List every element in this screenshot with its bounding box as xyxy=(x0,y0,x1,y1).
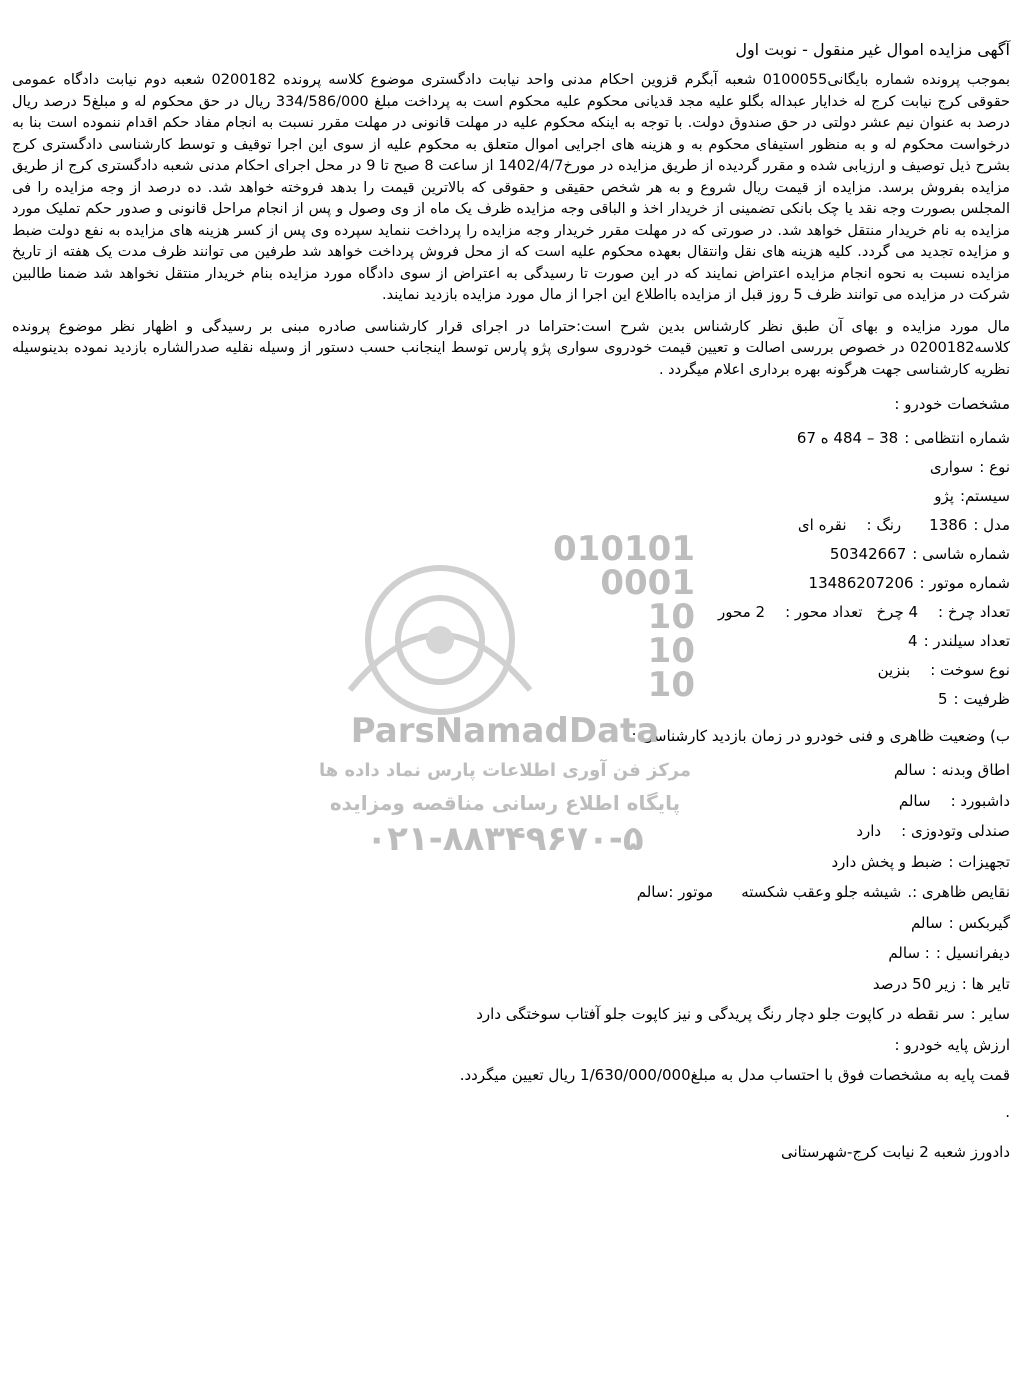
condition-list xyxy=(12,755,1010,1091)
spec-label: شماره شاسی : xyxy=(912,544,1010,563)
spec-value: 38 – 484 ه 67 xyxy=(796,428,899,447)
cond-value: ضبط و پخش دارد xyxy=(831,852,943,871)
cond-label: سایر : xyxy=(970,1005,1010,1024)
cond-label: صندلی وتودوزی : xyxy=(901,822,1010,841)
cond-defects xyxy=(12,877,1010,908)
spec-label: شماره انتظامی : xyxy=(904,428,1010,447)
cond-value: زیر 50 درصد xyxy=(872,974,956,993)
cond-value: سالم xyxy=(910,913,943,932)
spec-label: نوع : xyxy=(979,457,1010,476)
spec-value: 1386 xyxy=(929,515,968,534)
spec-value: بنزین xyxy=(877,660,911,679)
notice-body-paragraph: بموجب پرونده شماره بایگانی0100055 شعبه آبگرم قزوین احکام مدنی واحد نیابت دادگستری موضوع کلاسه پرونده 0200182 شعبه دوم نیابت دادگاه عمومی حقوقی کرج نیابت کرج له خدایار عبداله بگلو علیه مجد قدیانی محکوم علیه محکوم است به پرداخت مبلغ 334/586/000 ریال در حق محکوم له و مبلغ5 درصد ریال درصد به عنوان نیم عشر دولتی در حق صندوق دولت. با توجه به اینکه محکوم علیه در مهلت قانونی در مهلت مقرر نسبت به انجام مفاد حکم اقدام ننموده است بنا به درخواست محکوم له و به منظور استیفای محکوم به و هزینه های اجرایی اموال متعلق به محکوم علیه از سوی این اجرا توقیف و توسط کارشناسی دادگستری کرج بشرح ذیل توصیف و ارزیابی شده و مقرر گردیده از طریق مزایده در مورخ1402/4/7 از ساعت 8 صبح تا 9 در محل اجرای احکام مدنی شعبه دادگستری کرج از طریق مزایده بفروش برسد. مزایده از قیمت ریال شروع و به هر شخص حقیقی و حقوقی که بالاترین قیمت را بدهد فروخته خواهد شد. ده درصد از وجه مزایده را فی المجلس بصورت وجه نقد یا چک بانکی تضمینی از خریدار اخذ و الباقی وجه مزایده ظرف یک ماه از وی وصول و پس از انجام مراحل قانونی و صدور حکم تملیک مورد مزایده به نام خریدار منتقل خواهد شد. در صورتی که در مهلت مقرر خریدار وجه مزایده را پرداخت ننماید سپرده وی پس از کسر هزینه های مزایده به نفع دولت ضبط و مزایده تجدید می گردد. کلیه هزینه های نقل وانتقال بعهده محکوم علیه است که از محل فروش پرداخت خواهد شد طرفین می توانند ظرف مدت یک هفته از تاریخ مزایده نسبت به نحوه انجام مزایده اعتراض نمایند که در این صورت تا رسیدگی به اعتراض از سوی دادگاه مورد مزایده بنام خریدار منتقل نخواهد شد ضمنا طالبین شرکت در مزایده می توانند ظرف 5 روز قبل از مزایده بااطلاع این اجرا از مال مورد مزایده بازدید نمایند. xyxy=(12,72,1010,303)
cond-label: دیفرانسیل : xyxy=(935,944,1010,963)
watermark-digits-2: 0001 xyxy=(600,563,695,603)
spec-label: نوع سوخت : xyxy=(930,660,1010,679)
expert-opinion-paragraph: مال مورد مزایده و بهای آن طبق نظر کارشناس بدین شرح است:حتراما در اجرای قرار کارشناسی صادره مبنی بر رسیدگی و اظهار نظر موضوع پرونده کلاسه0200182 در خصوص بررسی اصالت و تعیین قیمت خودروی سواری پژو پارس توسط اینجانب حسب دستور از وسیله نقلیه صدرالشاره بازدید نموده بدینوسیله نظریه کارشناسی جهت هرگونه بهره برداری اعلام میگردد . xyxy=(12,318,1010,378)
cond-label: داشبورد : xyxy=(950,791,1010,810)
spec-value: 4 چرخ xyxy=(876,602,919,621)
watermark-line1: مرکز فن آوری اطلاعات پارس نماد داده ها xyxy=(318,760,692,781)
spec-cylinders xyxy=(12,626,1010,655)
spec-value: 4 xyxy=(908,631,918,650)
cond-label: نقایص ظاهری :. xyxy=(907,883,1010,902)
cond-label: تایر ها : xyxy=(961,974,1010,993)
cond-value: سالم xyxy=(898,791,931,810)
spec-label: تعداد سیلندر : xyxy=(923,631,1010,650)
spec-axle-value: 2 محور xyxy=(718,602,766,621)
watermark-brand: ParsNamadData xyxy=(350,711,660,751)
valuation-text: قمت پایه به مشخصات فوق با احتساب مدل به مبلغ1/630/000/000 ریال تعیین میگردد. xyxy=(459,1066,1010,1085)
spec-color-value: نقره ای xyxy=(797,515,847,534)
signature-line: دادورز شعبه 2 نیابت کرج-شهرستانی xyxy=(780,1142,1010,1161)
cond-value: سر نقطه در کاپوت جلو دچار رنگ پریدگی و نیز کاپوت جلو آفتاب سوختگی دارد xyxy=(476,1005,965,1024)
notice-title: آگهی مزایده اموال غیر منقول - نوبت اول xyxy=(735,40,1010,59)
watermark-digits-3: 10 xyxy=(647,597,695,637)
spec-system xyxy=(12,481,1010,510)
spec-model xyxy=(12,510,1010,539)
spec-label: تعداد چرخ : xyxy=(938,602,1010,621)
specs-list xyxy=(12,423,1010,713)
cond-value: شیشه جلو وعقب شکسته xyxy=(741,883,902,902)
cond-value: دارد xyxy=(856,822,882,841)
cond-cabin xyxy=(12,755,1010,786)
spec-value: پژو xyxy=(934,486,954,505)
spec-label: شماره موتور : xyxy=(919,573,1010,592)
spec-plate xyxy=(12,423,1010,452)
spec-capacity xyxy=(12,684,1010,713)
valuation-heading-text: ارزش پایه خودرو : xyxy=(894,1035,1010,1054)
cond-dashboard xyxy=(12,786,1010,817)
cond-label: اطاق وبدنه : xyxy=(931,761,1010,780)
watermark-digits-1: 010101 xyxy=(553,529,695,569)
cond-seats xyxy=(12,816,1010,847)
spec-chassis xyxy=(12,539,1010,568)
spec-value: 13486207206 xyxy=(808,573,914,592)
cond-label: گیربکس : xyxy=(948,913,1010,932)
valuation-heading xyxy=(12,1030,1010,1061)
cond-label: تجهیزات : xyxy=(948,852,1010,871)
watermark-digits-5: 10 xyxy=(647,665,695,705)
spec-label: ظرفیت : xyxy=(953,689,1010,708)
spec-value: سواری xyxy=(929,457,974,476)
cond-engine-value: موتور :سالم xyxy=(636,883,714,902)
spec-type xyxy=(12,452,1010,481)
cond-equipment xyxy=(12,847,1010,878)
cond-gearbox xyxy=(12,908,1010,939)
spec-axle-label: تعداد محور : xyxy=(785,602,863,621)
spec-value: 5 xyxy=(937,689,948,708)
cond-tires xyxy=(12,969,1010,1000)
watermark-digits-4: 10 xyxy=(647,631,695,671)
spec-label: سیستم: xyxy=(959,486,1010,505)
cond-value: : سالم xyxy=(888,944,930,963)
watermark-phone: ۰۲۱-۸۸۳۴۹۶۷۰-۵ xyxy=(366,819,644,859)
cond-value: سالم xyxy=(893,761,926,780)
spec-fuel xyxy=(12,655,1010,684)
condition-heading: ب) وضعیت ظاهری و فنی خودرو در زمان بازدید کارشناسی : xyxy=(631,727,1010,745)
spec-wheels xyxy=(12,597,1010,626)
spec-label: مدل : xyxy=(973,515,1010,534)
separator-dot: . xyxy=(1005,1102,1010,1121)
cond-other xyxy=(12,999,1010,1030)
valuation-text-row xyxy=(12,1060,1010,1091)
spec-engine xyxy=(12,568,1010,597)
spec-value: 50342667 xyxy=(829,544,907,563)
specs-heading: مشخصات خودرو : xyxy=(894,395,1010,413)
watermark-line2: پایگاه اطلاع رسانی مناقصه ومزایده xyxy=(329,791,681,815)
cond-differential xyxy=(12,938,1010,969)
spec-color-label: رنگ : xyxy=(866,515,902,534)
